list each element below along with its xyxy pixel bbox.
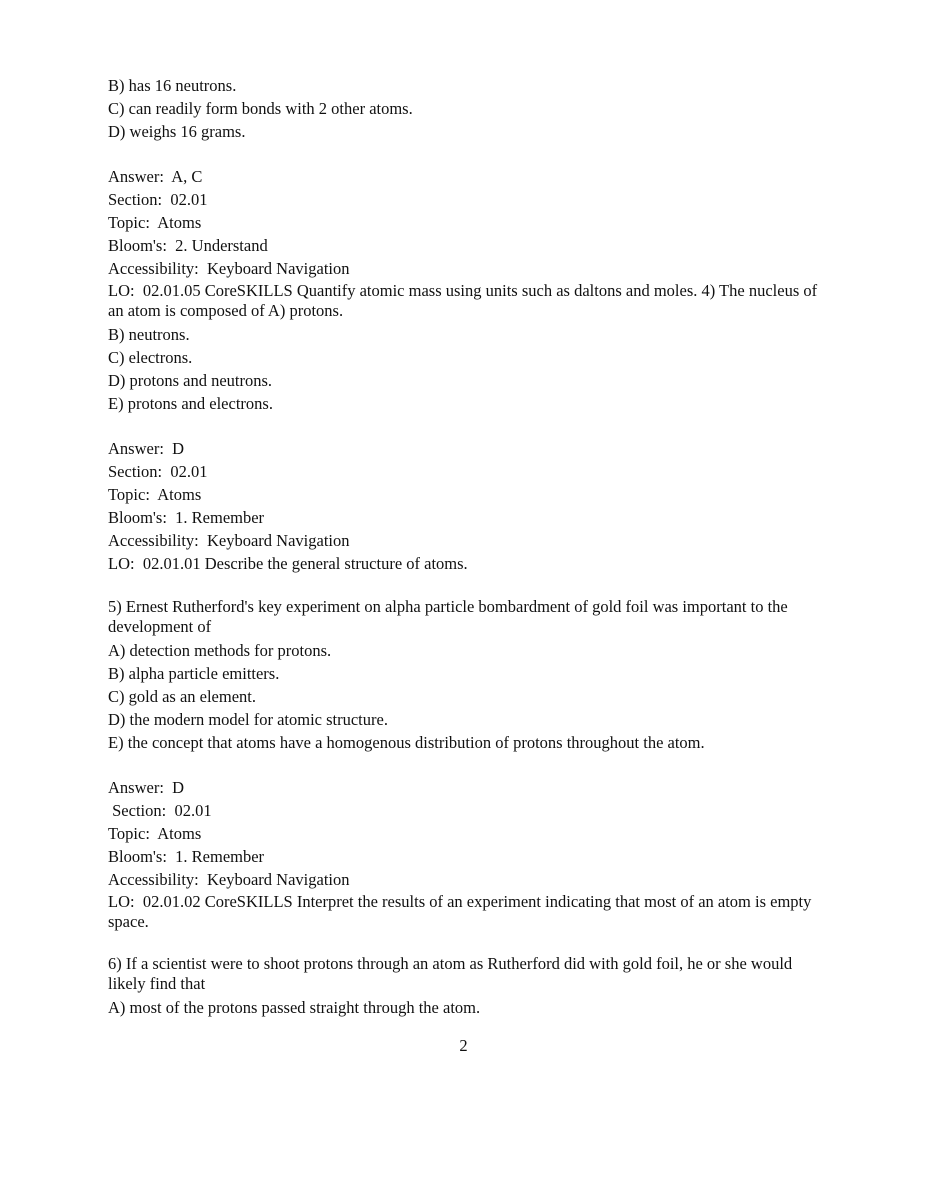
option-e: E) the concept that atoms have a homogenous distribution of protons throughout the atom. (108, 733, 705, 752)
question-5 (108, 597, 828, 754)
blooms-level: Bloom's: 2. Understand (108, 236, 268, 255)
option-d: D) protons and neutrons. (108, 371, 273, 390)
document-page (108, 74, 828, 1041)
learning-objective: LO: 02.01.01 Describe the general structure of atoms. (108, 554, 468, 573)
blooms-level: Bloom's: 1. Remember (108, 847, 265, 866)
option-d: D) weighs 16 grams. (108, 122, 246, 141)
option-d: D) the modern model for atomic structure. (108, 710, 388, 729)
section: Section: 02.01 (108, 190, 208, 209)
learning-objective: LO: 02.01.02 CoreSKILLS Interpret the results of an experiment indicating that most of an atom is empty space. (108, 892, 816, 931)
question-5-metadata (108, 776, 828, 932)
answer: Answer: D (108, 778, 185, 797)
option-c: C) gold as an element. (108, 687, 257, 706)
answer: Answer: A, C (108, 167, 203, 186)
question-3-continued (108, 74, 828, 143)
section: Section: 02.01 (108, 801, 212, 820)
blooms-level: Bloom's: 1. Remember (108, 508, 265, 527)
answer: Answer: D (108, 439, 185, 458)
accessibility: Accessibility: Keyboard Navigation (108, 531, 350, 550)
option-a: A) most of the protons passed straight through the atom. (108, 998, 481, 1017)
question-4-options (108, 323, 828, 415)
topic: Topic: Atoms (108, 213, 202, 232)
accessibility: Accessibility: Keyboard Navigation (108, 870, 350, 889)
option-b: B) alpha particle emitters. (108, 664, 280, 683)
topic: Topic: Atoms (108, 485, 202, 504)
option-c: C) can readily form bonds with 2 other atoms. (108, 99, 413, 118)
section: Section: 02.01 (108, 462, 208, 481)
question-4-metadata (108, 437, 828, 575)
option-b: B) has 16 neutrons. (108, 76, 237, 95)
option-a: A) detection methods for protons. (108, 641, 332, 660)
question-6 (108, 954, 828, 1019)
option-b: B) neutrons. (108, 325, 190, 344)
learning-objective: LO: 02.01.05 CoreSKILLS Quantify atomic mass using units such as daltons and moles. 4) The nucleus of an atom is composed of A) protons. (108, 281, 822, 320)
page-number: 2 (459, 1036, 468, 1055)
accessibility: Accessibility: Keyboard Navigation (108, 259, 350, 278)
option-c: C) electrons. (108, 348, 193, 367)
question-text: 5) Ernest Rutherford's key experiment on alpha particle bombardment of gold foil was important to the development of (108, 597, 792, 636)
option-e: E) protons and electrons. (108, 394, 273, 413)
question-3-metadata (108, 165, 828, 321)
topic: Topic: Atoms (108, 824, 202, 843)
question-text: 6) If a scientist were to shoot protons through an atom as Rutherford did with gold foil, he or she would likely find that (108, 954, 797, 993)
